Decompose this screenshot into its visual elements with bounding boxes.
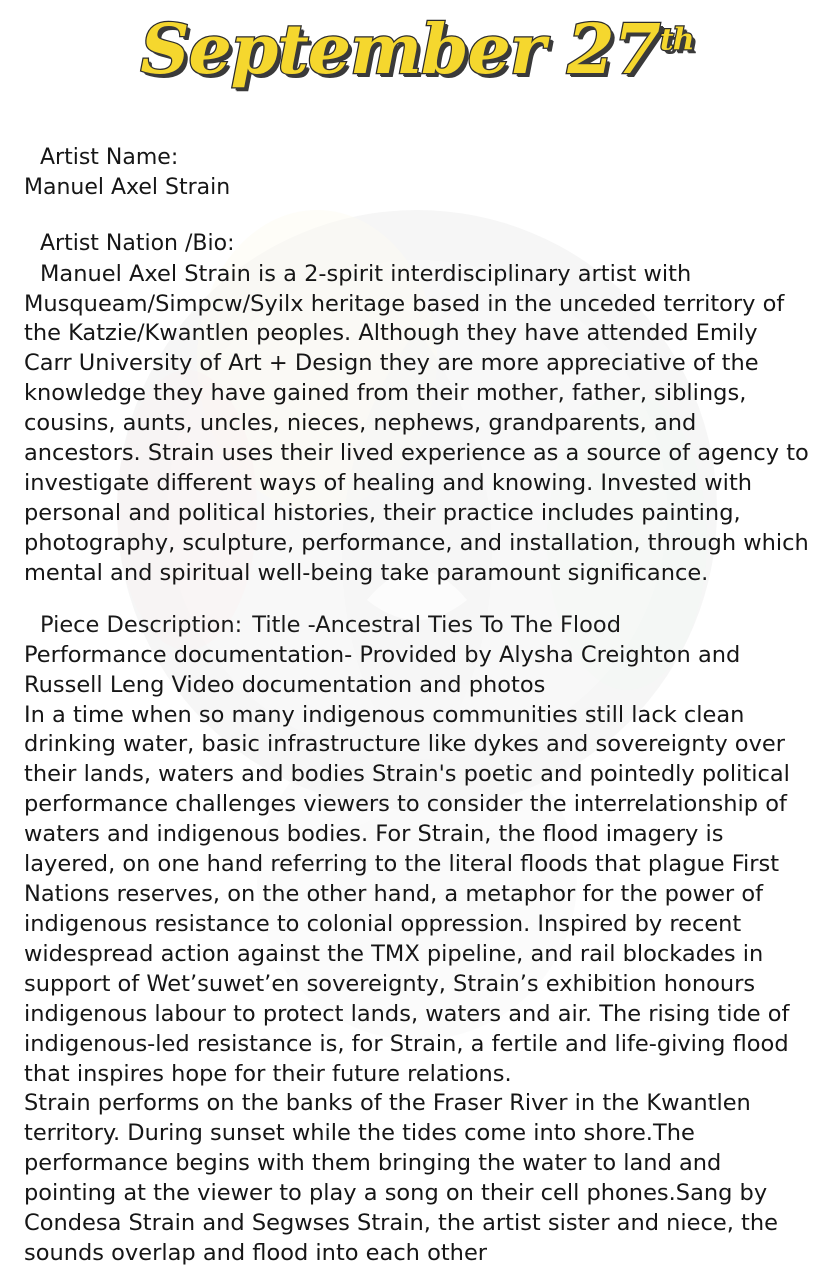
page-title-ordinal: th [659, 22, 694, 58]
piece-description-body: In a time when so many indigenous communities still lack clean drinking water, basic infrastructure like dykes and sovereignty over their lands, waters and bodies Strain's poetic and pointedly political performance challenges viewers to consider the interrelationship of waters and indigenous bodies. For Strain, the flood imagery is layered, on one hand referring to the literal floods that plague First Nations reserves, on the other hand, a metaphor for the power of indigenous resistance to colonial oppression. Inspired by recent widespread action against the TMX pipeline, and rail blockades in support of Wet’suwet’en sovereignty, Strain’s exhibition honours indigenous labour to protect lands, waters and air. The rising tide of indigenous-led resistance is, for Strain, a fertile and life-giving flood that inspires hope for their future relations. [24, 701, 790, 1087]
spacer [24, 589, 810, 611]
page-title [140, 10, 694, 90]
artist-name-label: Artist Name: [40, 145, 179, 170]
spacer [24, 202, 810, 230]
piece-description-heading [24, 611, 810, 641]
piece-description-title: Title -Ancestral Ties To The Flood [252, 611, 621, 638]
artist-name-value: Manuel Axel Strain [24, 174, 231, 200]
piece-description-credits: Performance documentation- Provided by Alysha Creighton and Russell Leng Video documentation and photos [24, 641, 741, 698]
piece-description-body-continued: Strain performs on the banks of the Fraser River in the Kwantlen territory. During sunset while the tides come into shore.The performance begins with them bringing the water to land and pointing at the viewer to play a song on their cell phones.Sang by Condesa Strain and Segwses Strain, the artist sister and niece, the sounds overlap and flood into each other [24, 1090, 778, 1267]
document-body [0, 126, 834, 1269]
page-title-area [0, 0, 834, 126]
page-title-text: September 27 [140, 10, 660, 90]
piece-description-label: Piece Description: [40, 611, 243, 638]
artist-nation-bio-label: Artist Nation /Bio: [40, 231, 235, 257]
artist-nation-bio-body: Manuel Axel Strain is a 2-spirit interdisciplinary artist with Musqueam/Simpcw/Syilx heritage based in the unceded territory of the Katzie/Kwantlen peoples. Although they have attended Emily Carr University of Art + Design they are more appreciative of the knowledge they have gained from their mother, father, siblings, cousins, aunts, uncles, nieces, nephews, grandparents, and ancestors. Strain uses their lived experience as a source of agency to investigate different ways of healing and knowing. Invested with personal and political histories, their practice includes painting, photography, sculpture, performance, and installation, through which mental and spiritual well-being take paramount significance. [24, 260, 809, 586]
